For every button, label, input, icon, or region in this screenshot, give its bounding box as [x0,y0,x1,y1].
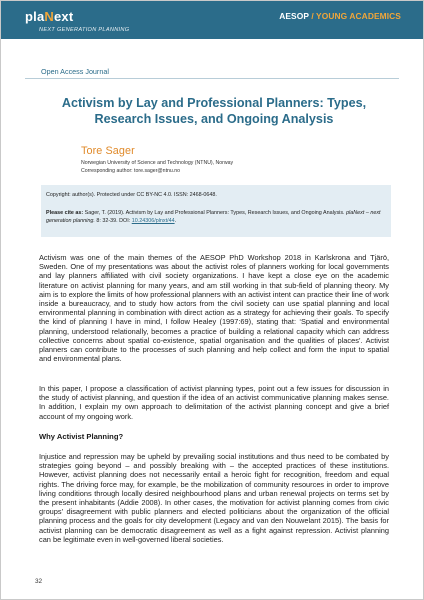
logo-accent: N [44,9,54,24]
citation-box [41,185,391,237]
citation-text [46,210,388,226]
logo-prefix: pla [25,9,45,24]
open-access-label: Open Access Journal [41,67,109,76]
corresponding-author: Corresponding author: tore.sager@ntnu.no [81,167,180,174]
cite-end: . [174,217,177,224]
cite-journal: plaNext – next generation planning. [46,210,381,224]
paragraph-3: Injustice and repression may be upheld by prevailing social institutions and thus need to be combated by strategies going beyond – and possibly breaking with – the accepted practices of these institutions. However, activist planning does not necessarily entail a heroic fight for recognition, freedom and equal rights. The driving force may, for example, be the mobilization of community resources in order to improve living conditions through locally desired neighbourhood plans and urban renewal projects on terms set by the present inhabitants (Addie 2008). In other cases, the motivation for activist planning comes from civic groups’ disagreement with public planners and elected politicians about the organization of the official planning process and the goals for city development (Legacy and van den Nouwelant 2015). The basis for activist planning can be democratic disagreement as well as a fight against repression. Activist planning can be legitimate even in well-governed liberal societies. [39,452,389,544]
copyright-notice: Copyright: author(s). Protected under CC BY-NC 4.0. ISSN: 2468-0648. [46,192,217,198]
cite-pages: 8: 32-39. DOI: [96,217,131,224]
separator: / [311,11,314,21]
paragraph-1: Activism was one of the main themes of the AESOP PhD Workshop 2018 in Karlskrona and Tjärö, Sweden. One of my presentations was about the activist roles of planners working for local governments and lay planners affiliated with civil society organizations. I have kept a close eye on the academic literature on activist planning for many years, and am still working in that sub-field of planning theory. My aim is to explore the limits of how professional planners with an activist intent can practice their line of work inside a bureaucracy, and to study how actors from the civil society can use spatial planning and local environmental planning in combination with direct action as a strategy for achieving their goals. To specify the kind of planning I have in mind, I follow Healey (1997:69), stating that: ‘Spatial and environmental planning, understood relationally, becomes a practice of building a relational capacity which can address collective concerns about spatial co-existence, spatial organisation and the qualities of places’. Activist planners can contribute to the processes of such planning and help collect and form the input to spatial and environmental plans. [39,253,389,364]
author-name: Tore Sager [81,145,135,157]
young-academics-label: YOUNG ACADEMICS [316,11,401,21]
section-heading: Why Activist Planning? [39,432,124,441]
paragraph-2: In this paper, I propose a classification of activist planning types, point out a few issues for discussion in the study of activist planning, and question if the idea of an activist communicative planning makes sense. In addition, I explain my own approach to delimitation of the activist planning concept and give a brief account of my ongoing work. [39,384,389,421]
cite-label: Please cite as: [46,210,84,216]
author-affiliation [81,160,233,175]
page-number: 32 [35,578,43,585]
doi-link[interactable]: 10.24306/plnxt/44 [131,217,175,224]
cite-reference: Sager, T. (2019). Activism by Lay and Professional Planners: Types, Research Issues, and Ongoing Analysis. [84,210,345,216]
affiliation-line: Norwegian University of Science and Technology (NTNU), Norway [81,160,234,166]
journal-header [1,1,423,39]
logo-suffix: ext [53,9,74,24]
logo-tagline: NEXT GENERATION PLANNING [39,27,130,33]
divider [25,78,399,79]
plaNext-logo [25,9,73,24]
journal-affiliation [279,11,401,21]
article-title: Activism by Lay and Professional Planners: Types, Research Issues, and Ongoing Analysis [61,96,367,126]
aesop-label: AESOP [279,11,309,21]
